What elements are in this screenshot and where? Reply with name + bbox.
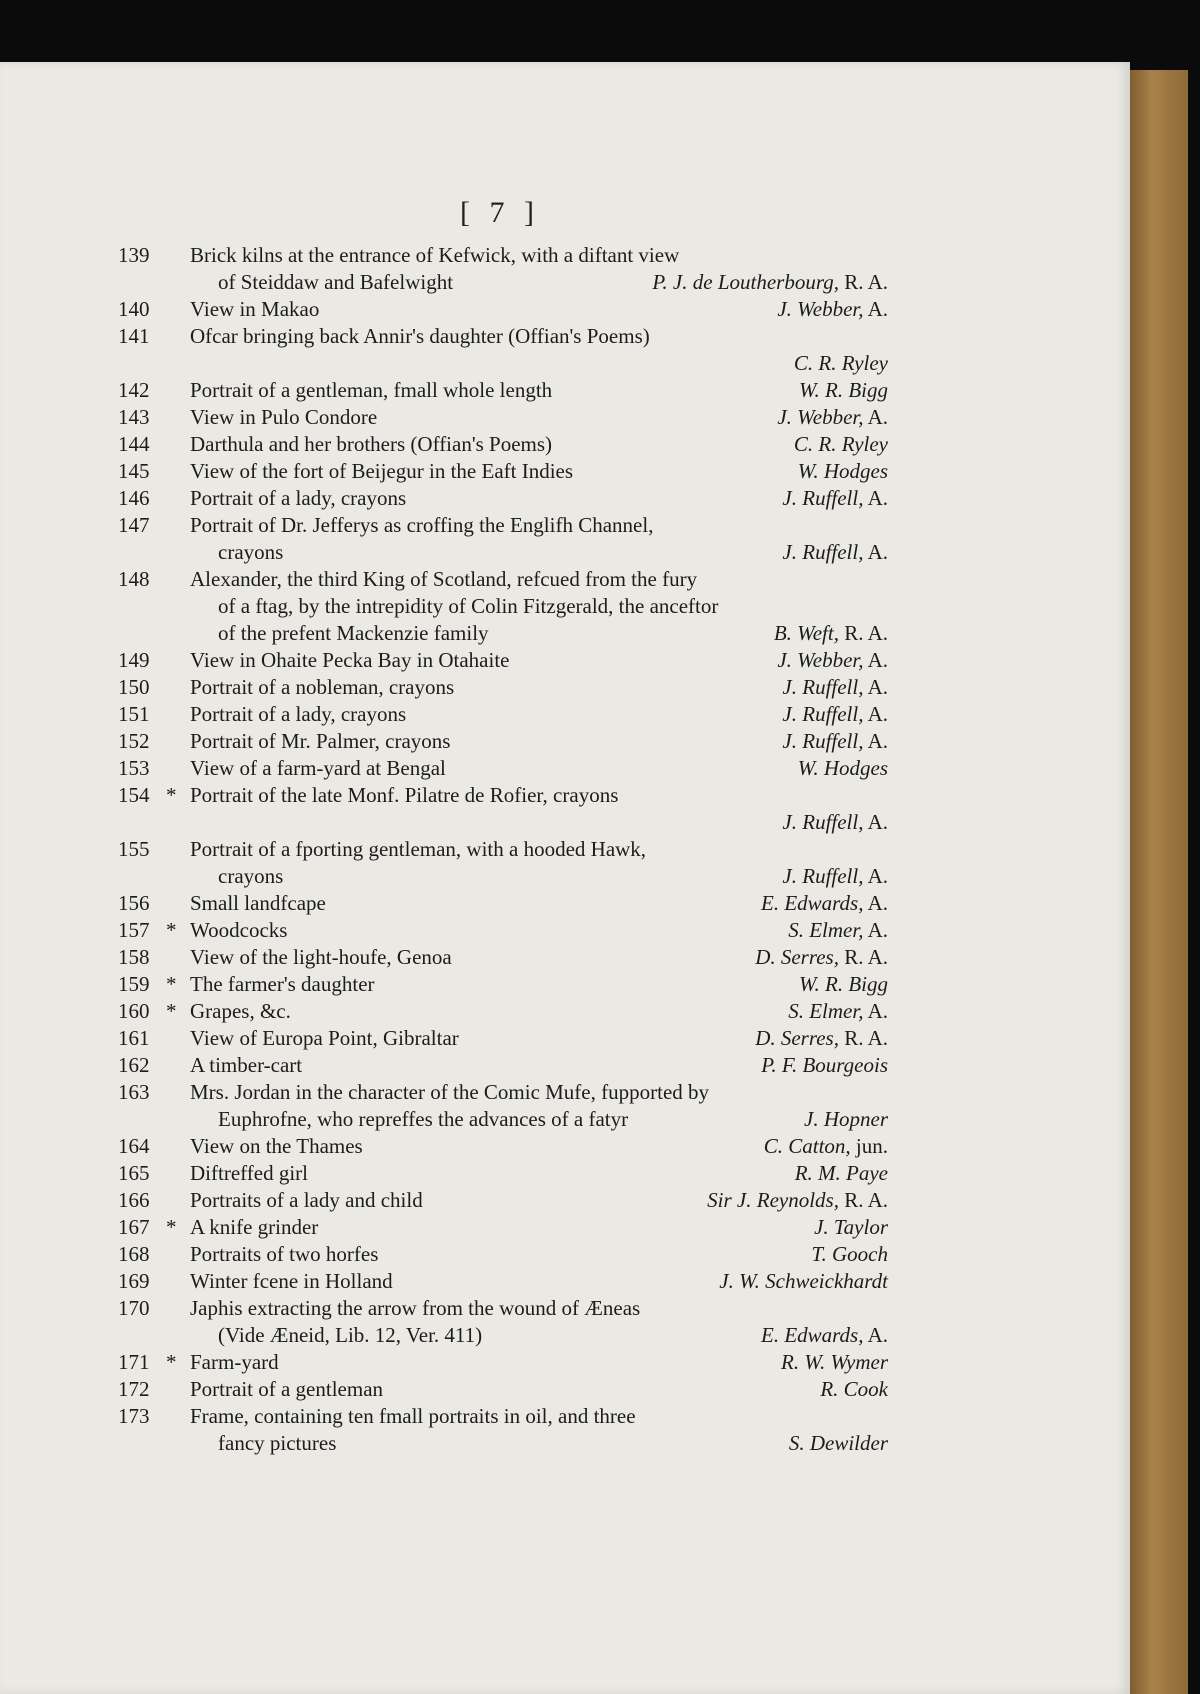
artist-rank: A. <box>863 918 888 942</box>
entry-title: View of the light-houfe, Genoa <box>190 945 452 969</box>
entry-title: Japhis extracting the arrow from the wound of Æneas <box>190 1296 641 1320</box>
artist-name: J. Ruffell, <box>782 540 864 564</box>
entry-line <box>118 917 888 944</box>
catalogue-entry <box>118 1187 888 1214</box>
entry-line <box>118 1079 888 1106</box>
new-work-asterisk: * <box>166 1215 177 1239</box>
catalogue-entry <box>118 890 888 917</box>
artist-rank: R. A. <box>838 270 888 294</box>
entry-line <box>118 269 888 296</box>
artist-name: J. Ruffell, <box>782 810 864 834</box>
entry-number: 169 <box>118 1269 150 1293</box>
artist-name: J. Ruffell, <box>782 675 864 699</box>
entry-line <box>118 296 888 323</box>
entry-number: 167 <box>118 1215 150 1239</box>
artist-credit <box>772 539 888 566</box>
catalogue-entry <box>118 836 888 890</box>
catalogue-entry <box>118 512 888 566</box>
entry-line <box>118 620 888 647</box>
entry-number: 151 <box>118 702 150 726</box>
artist-credit <box>772 809 888 836</box>
artist-credit <box>772 674 888 701</box>
catalogue-entry <box>118 1025 888 1052</box>
entry-title: Portrait of Mr. Palmer, crayons <box>190 729 451 753</box>
catalogue-entry <box>118 782 888 836</box>
new-work-asterisk: * <box>166 918 177 942</box>
entry-title: Frame, containing ten fmall portraits in oil, and three <box>190 1404 636 1428</box>
entry-number: 149 <box>118 648 150 672</box>
entry-line <box>118 1160 888 1187</box>
catalogue-entry <box>118 971 888 998</box>
entry-number: 147 <box>118 513 150 537</box>
entry-line <box>118 431 888 458</box>
entry-line <box>118 836 888 863</box>
artist-name: W. R. Bigg <box>798 378 888 402</box>
entry-number: 140 <box>118 297 150 321</box>
entry-line <box>118 1214 888 1241</box>
entry-title: Darthula and her brothers (Offian's Poems) <box>190 432 553 456</box>
entry-number: 155 <box>118 837 150 861</box>
entry-line <box>118 404 888 431</box>
artist-name: R. M. Paye <box>794 1161 888 1185</box>
entry-line <box>118 1295 888 1322</box>
artist-credit <box>779 1430 888 1457</box>
artist-name: W. Hodges <box>797 756 888 780</box>
entry-line <box>118 728 888 755</box>
entry-title: View of a farm-yard at Bengal <box>190 756 446 780</box>
artist-name: P. J. de Loutherbourg, <box>652 270 839 294</box>
artist-name: S. Elmer, <box>788 918 864 942</box>
entry-line <box>118 1349 888 1376</box>
new-work-asterisk: * <box>166 1350 177 1374</box>
artist-name: J. Ruffell, <box>782 486 864 510</box>
entry-line <box>118 1430 888 1457</box>
artist-name: J. Ruffell, <box>782 729 864 753</box>
entry-line <box>118 242 888 269</box>
entry-title: (Vide Æneid, Lib. 12, Ver. 411) <box>218 1323 483 1347</box>
entry-title: Portraits of a lady and child <box>190 1188 423 1212</box>
entry-number: 143 <box>118 405 150 429</box>
artist-credit <box>709 1268 888 1295</box>
entry-number: 166 <box>118 1188 150 1212</box>
entry-title: Ofcar bringing back Annir's daughter (Offian's Poems) <box>190 324 650 348</box>
artist-credit <box>767 296 888 323</box>
entry-title: View on the Thames <box>190 1134 363 1158</box>
entry-line <box>118 782 888 809</box>
artist-credit <box>794 1106 888 1133</box>
entry-line <box>118 1403 888 1430</box>
catalogue-entry <box>118 728 888 755</box>
artist-name: R. Cook <box>820 1377 888 1401</box>
entry-line <box>118 971 888 998</box>
entry-line <box>118 1052 888 1079</box>
artist-credit <box>745 1025 888 1052</box>
entry-line <box>118 809 888 836</box>
artist-rank: A. <box>863 1323 888 1347</box>
artist-credit <box>754 1133 888 1160</box>
artist-credit <box>771 1349 888 1376</box>
catalogue-entry <box>118 944 888 971</box>
catalogue-entry <box>118 1295 888 1349</box>
artist-name: B. Weft, <box>773 621 839 645</box>
artist-rank: A. <box>863 540 888 564</box>
artist-name: J. Hopner <box>804 1107 888 1131</box>
entry-line <box>118 647 888 674</box>
entry-line <box>118 566 888 593</box>
entry-title: Brick kilns at the entrance of Kefwick, with a diftant view <box>190 243 680 267</box>
entry-title: Portraits of two horfes <box>190 1242 379 1266</box>
artist-rank: jun. <box>850 1134 888 1158</box>
entry-title: Portrait of a gentleman <box>190 1377 384 1401</box>
artist-name: W. R. Bigg <box>798 972 888 996</box>
entry-title: A timber-cart <box>190 1053 303 1077</box>
entry-title: Winter fcene in Holland <box>190 1269 393 1293</box>
catalogue-entry <box>118 242 888 296</box>
new-work-asterisk: * <box>166 972 177 996</box>
catalogue-entry <box>118 1403 888 1457</box>
artist-name: C. Catton, <box>763 1134 851 1158</box>
catalogue-entry <box>118 1241 888 1268</box>
artist-rank: A. <box>863 729 888 753</box>
page-number: [ 7 ] <box>460 196 540 229</box>
entry-title: Euphrofne, who repreffes the advances of a fatyr <box>218 1107 629 1131</box>
entry-line <box>118 944 888 971</box>
entry-line <box>118 1268 888 1295</box>
catalogue-entry <box>118 323 888 377</box>
entry-title: of the prefent Mackenzie family <box>218 621 489 645</box>
entry-number: 170 <box>118 1296 150 1320</box>
artist-credit <box>804 1214 888 1241</box>
entry-title: Alexander, the third King of Scotland, refcued from the fury <box>190 567 698 591</box>
artist-credit <box>751 1052 888 1079</box>
entry-number: 150 <box>118 675 150 699</box>
entry-title: crayons <box>218 540 284 564</box>
entry-title: Farm-yard <box>190 1350 279 1374</box>
entry-title: View of Europa Point, Gibraltar <box>190 1026 459 1050</box>
entry-number: 159 <box>118 972 150 996</box>
entry-number: 146 <box>118 486 150 510</box>
entry-line <box>118 350 888 377</box>
artist-rank: A. <box>863 405 888 429</box>
artist-credit <box>789 377 888 404</box>
entry-title: View of the fort of Beijegur in the Eaft Indies <box>190 459 574 483</box>
entry-number: 161 <box>118 1026 150 1050</box>
artist-name: C. R. Ryley <box>793 351 888 375</box>
artist-rank: A. <box>863 999 888 1023</box>
entry-title: Small landfcape <box>190 891 326 915</box>
entry-line <box>118 863 888 890</box>
entry-number: 157 <box>118 918 150 942</box>
catalogue-entry <box>118 1079 888 1133</box>
catalogue-entry <box>118 647 888 674</box>
artist-rank: A. <box>863 486 888 510</box>
entry-line <box>118 377 888 404</box>
entry-line <box>118 323 888 350</box>
artist-name: J. Ruffell, <box>782 702 864 726</box>
artist-name: E. Edwards, <box>761 1323 864 1347</box>
entry-title: The farmer's daughter <box>190 972 375 996</box>
artist-name: W. Hodges <box>797 459 888 483</box>
entry-number: 154 <box>118 783 150 807</box>
artist-rank: A. <box>863 297 888 321</box>
artist-rank: A. <box>863 675 888 699</box>
catalogue-entry <box>118 1214 888 1241</box>
artist-credit <box>801 1241 888 1268</box>
artist-name: J. Webber, <box>777 405 864 429</box>
catalogue-entry <box>118 377 888 404</box>
entry-number: 171 <box>118 1350 150 1374</box>
entry-title: Portrait of Dr. Jefferys as croffing the Englifh Channel, <box>190 513 654 537</box>
entry-number: 163 <box>118 1080 150 1104</box>
artist-credit <box>778 998 888 1025</box>
new-work-asterisk: * <box>166 783 177 807</box>
entry-title: Portrait of the late Monf. Pilatre de Rofier, crayons <box>190 783 619 807</box>
artist-credit <box>764 620 888 647</box>
entry-line <box>118 755 888 782</box>
artist-rank: R. A. <box>838 621 888 645</box>
artist-name: S. Elmer, <box>788 999 864 1023</box>
entry-number: 156 <box>118 891 150 915</box>
entry-number: 158 <box>118 945 150 969</box>
entry-number: 144 <box>118 432 150 456</box>
entry-title: Mrs. Jordan in the character of the Comic Mufe, fupported by <box>190 1080 710 1104</box>
artist-rank: R. A. <box>838 1188 888 1212</box>
catalogue-entry <box>118 431 888 458</box>
entry-line <box>118 998 888 1025</box>
entry-line <box>118 1376 888 1403</box>
artist-name: J. Webber, <box>777 297 864 321</box>
artist-credit <box>772 728 888 755</box>
artist-rank: R. A. <box>838 945 888 969</box>
entry-number: 153 <box>118 756 150 780</box>
artist-rank: A. <box>863 648 888 672</box>
artist-credit <box>772 863 888 890</box>
artist-credit <box>778 917 888 944</box>
entry-line <box>118 485 888 512</box>
artist-rank: A. <box>863 810 888 834</box>
artist-name: Sir J. Reynolds, <box>707 1188 839 1212</box>
artist-name: C. R. Ryley <box>793 432 888 456</box>
entry-number: 139 <box>118 243 150 267</box>
catalogue-entry <box>118 458 888 485</box>
entry-number: 165 <box>118 1161 150 1185</box>
artist-rank: A. <box>863 702 888 726</box>
entry-title: fancy pictures <box>218 1431 337 1455</box>
catalogue-entry <box>118 755 888 782</box>
entry-title: Woodcocks <box>190 918 288 942</box>
catalogue-entry <box>118 1052 888 1079</box>
artist-credit <box>767 647 888 674</box>
entry-line <box>118 1025 888 1052</box>
entry-line <box>118 674 888 701</box>
artist-name: J. Taylor <box>814 1215 888 1239</box>
entry-number: 172 <box>118 1377 150 1401</box>
artist-credit <box>772 701 888 728</box>
artist-rank: R. A. <box>838 1026 888 1050</box>
catalogue-entry <box>118 917 888 944</box>
artist-credit <box>751 1322 888 1349</box>
catalogue-entry <box>118 674 888 701</box>
artist-credit <box>767 404 888 431</box>
catalogue-entry <box>118 404 888 431</box>
artist-credit <box>785 1160 888 1187</box>
catalogue-entry <box>118 566 888 647</box>
entry-line <box>118 1106 888 1133</box>
entry-title: View in Makao <box>190 297 320 321</box>
entry-title: Portrait of a gentleman, fmall whole length <box>190 378 553 402</box>
catalogue-entry <box>118 1268 888 1295</box>
entry-line <box>118 701 888 728</box>
entry-number: 142 <box>118 378 150 402</box>
artist-name: J. Ruffell, <box>782 864 864 888</box>
entry-title: View in Ohaite Pecka Bay in Otahaite <box>190 648 510 672</box>
artist-credit <box>784 350 888 377</box>
entry-number: 168 <box>118 1242 150 1266</box>
entry-title: Diftreffed girl <box>190 1161 308 1185</box>
entry-line <box>118 539 888 566</box>
artist-credit <box>788 458 888 485</box>
artist-credit <box>745 944 888 971</box>
entry-title: Portrait of a nobleman, crayons <box>190 675 455 699</box>
entry-number: 164 <box>118 1134 150 1158</box>
artist-name: S. Dewilder <box>788 1431 888 1455</box>
entry-title: A knife grinder <box>190 1215 319 1239</box>
entry-line <box>118 512 888 539</box>
artist-credit <box>772 485 888 512</box>
catalogue-entry <box>118 1133 888 1160</box>
artist-credit <box>784 431 888 458</box>
entry-title: Portrait of a lady, crayons <box>190 486 407 510</box>
catalogue-entries <box>118 242 888 1457</box>
catalogue-entry <box>118 1160 888 1187</box>
entry-number: 148 <box>118 567 150 591</box>
catalogue-entry <box>118 296 888 323</box>
entry-line <box>118 1322 888 1349</box>
catalogue-entry <box>118 701 888 728</box>
new-work-asterisk: * <box>166 999 177 1023</box>
entry-number: 141 <box>118 324 150 348</box>
book-spine <box>1128 70 1188 1694</box>
entry-title: of Steiddaw and Bafelwight <box>218 270 454 294</box>
artist-name: D. Serres, <box>755 945 839 969</box>
catalogue-entry <box>118 1349 888 1376</box>
entry-title: Portrait of a lady, crayons <box>190 702 407 726</box>
catalogue-entry <box>118 998 888 1025</box>
entry-number: 152 <box>118 729 150 753</box>
entry-number: 160 <box>118 999 150 1023</box>
artist-name: P. F. Bourgeois <box>761 1053 888 1077</box>
artist-name: J. Webber, <box>777 648 864 672</box>
entry-line <box>118 593 888 620</box>
artist-credit <box>642 269 888 296</box>
artist-rank: A. <box>863 864 888 888</box>
artist-name: J. W. Schweickhardt <box>719 1269 888 1293</box>
artist-name: E. Edwards, <box>761 891 864 915</box>
entry-number: 173 <box>118 1404 150 1428</box>
entry-title: of a ftag, by the intrepidity of Colin Fitzgerald, the anceftor <box>218 594 719 618</box>
artist-name: R. W. Wymer <box>781 1350 888 1374</box>
entry-number: 145 <box>118 459 150 483</box>
artist-credit <box>788 755 888 782</box>
catalogue-entry <box>118 1376 888 1403</box>
entry-number: 162 <box>118 1053 150 1077</box>
artist-name: D. Serres, <box>755 1026 839 1050</box>
entry-line <box>118 1133 888 1160</box>
entry-title: Grapes, &c. <box>190 999 291 1023</box>
entry-line <box>118 458 888 485</box>
entry-line <box>118 890 888 917</box>
catalogue-entry <box>118 485 888 512</box>
artist-credit <box>810 1376 888 1403</box>
artist-credit <box>697 1187 888 1214</box>
artist-credit <box>751 890 888 917</box>
entry-line <box>118 1241 888 1268</box>
entry-title: Portrait of a fporting gentleman, with a hooded Hawk, <box>190 837 647 861</box>
artist-name: T. Gooch <box>811 1242 888 1266</box>
artist-credit <box>789 971 888 998</box>
artist-rank: A. <box>863 891 888 915</box>
entry-line <box>118 1187 888 1214</box>
entry-title: View in Pulo Condore <box>190 405 378 429</box>
entry-title: crayons <box>218 864 284 888</box>
